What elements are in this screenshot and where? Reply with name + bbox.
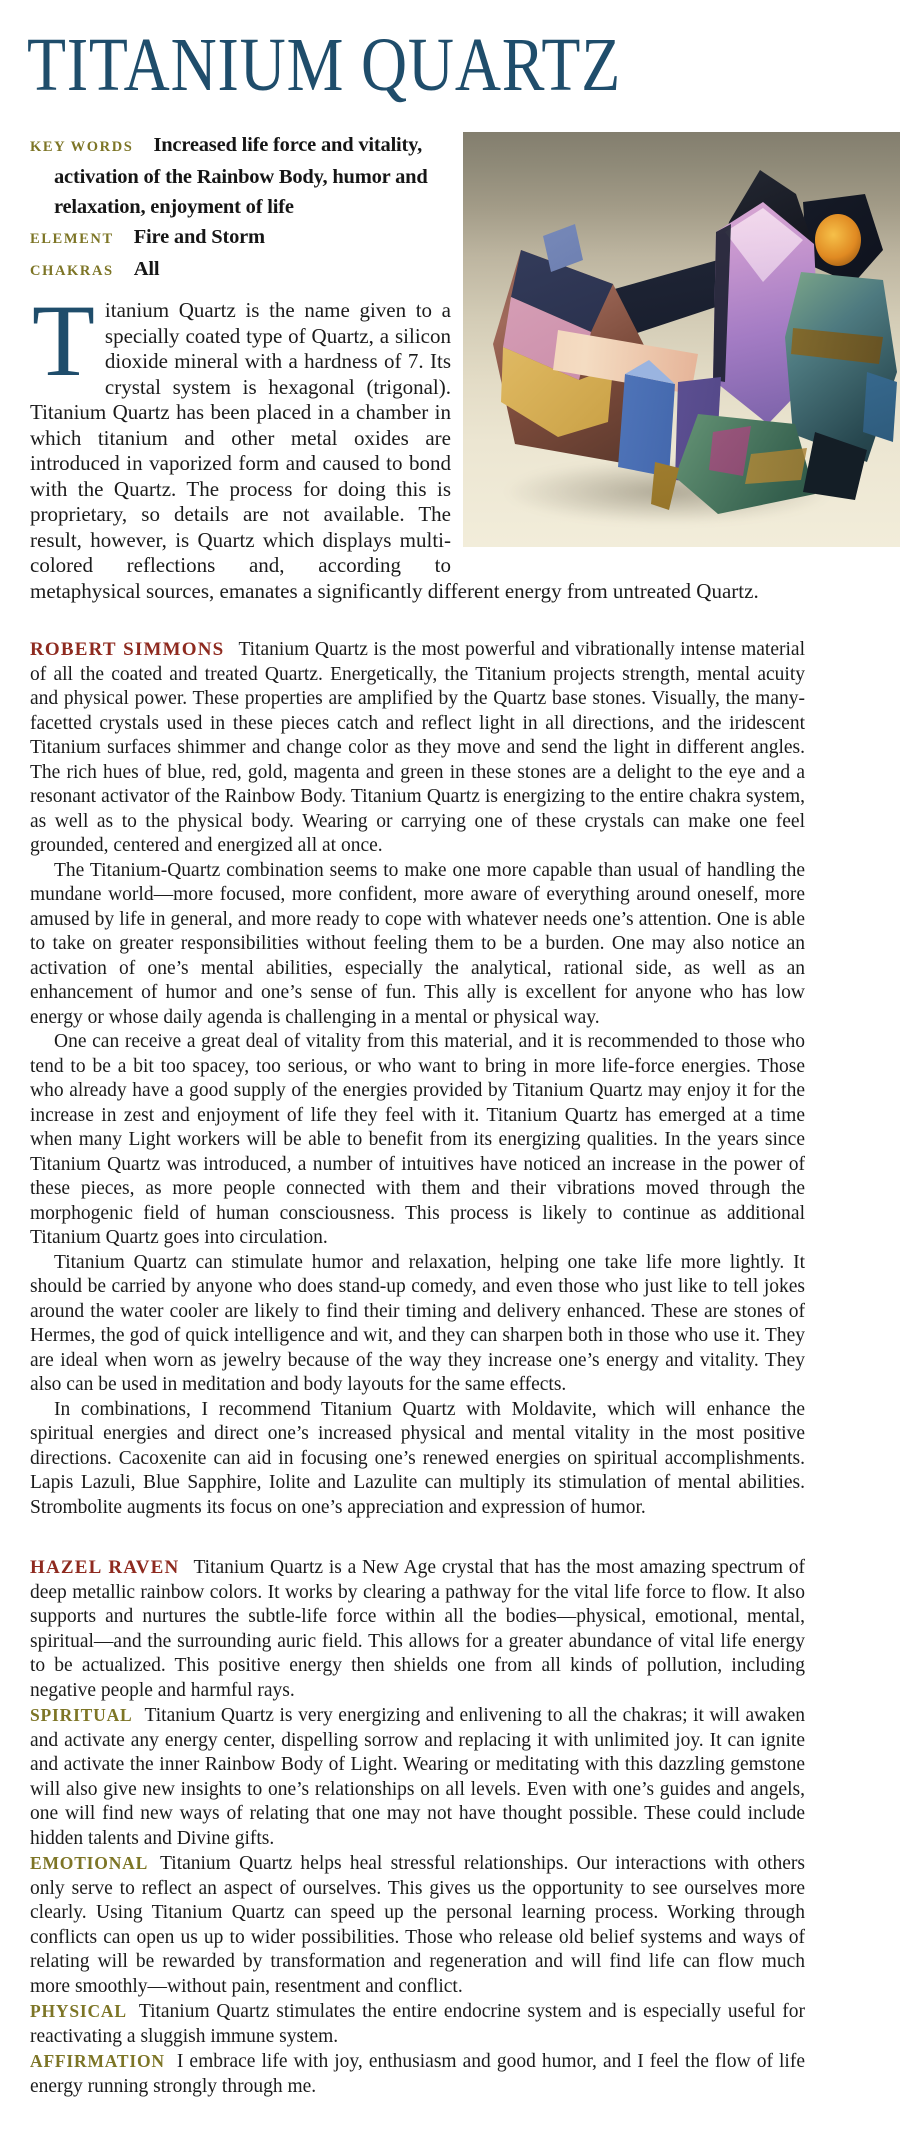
physical-paragraph [30, 1999, 805, 2049]
top-section [30, 130, 900, 604]
element-label: ELEMENT [30, 231, 114, 247]
key-words-value: Increased life force and vitality, activation of the Rainbow Body, humor and relaxation, enjoyment of life [54, 134, 428, 218]
affirmation-paragraph [30, 2049, 805, 2099]
physical-text: Titanium Quartz stimulates the entire endocrine system and is especially useful for reactivating a sluggish immune system. [30, 2001, 805, 2047]
hazel-raven-paragraph [30, 1556, 805, 1703]
hazel-raven-text: Titanium Quartz is a New Age crystal that has the most amazing spectrum of deep metallic rainbow colors. It works by clearing a pathway for the vital life force to flow. It also supports and nurtures the subtle-life force within all the bodies—physical, emotional, mental, spiritual—and the surrounding auric field. This allows for a greater abundance of vital life energy to be actualized. This positive energy then shields one from all kinds of pollution, including negative people and harmful rays. [30, 1557, 805, 1701]
page-title: TITANIUM QUARTZ [27, 23, 622, 107]
titanium-quartz-photo [463, 132, 900, 547]
hazel-raven-label: HAZEL RAVEN [30, 1557, 180, 1578]
crystal-orange-nub [815, 214, 861, 266]
hazel-raven-section [30, 1556, 805, 2099]
robert-simmons-section [30, 638, 805, 1520]
intro-text: itanium Quartz is the name given to a specially coated type of Quartz, a silicon dioxide mineral with a hardness of 7. Its crystal system is hexagonal (trigonal). Titanium Quartz has been placed in a chamber in which titanium and other metal oxides are introduced in vaporized form and caused to bond with the Quartz. The process for doing this is proprietary, so details are not available. The result, however, is Quartz which displays multi-colored reflections and, according to metaphysical sources, emanates a significantly different energy from untreated Quartz. [30, 298, 759, 603]
emotional-paragraph [30, 1851, 805, 1999]
emotional-text: Titanium Quartz helps heal stressful relationships. Our interactions with others only serve to reflect an aspect of ourselves. This gives us the opportunity to see ourselves more clearly. Using Titanium Quartz can speed up the personal learning process. Working through conflicts can open us up to wider possibilities. Those who release old belief systems and ways of relating will be rewarded by transformation and regeneration and will find life can flow much more smoothly—without pain, resentment and conflict. [30, 1853, 805, 1997]
robert-simmons-label: ROBERT SIMMONS [30, 639, 225, 660]
spiritual-label: SPIRITUAL [30, 1705, 133, 1725]
spiritual-text: Titanium Quartz is very energizing and enlivening to all the chakras; it will awaken and activate any energy center, dispelling sorrow and replacing it with unlimited joy. It can ignite and activate the inner Rainbow Body of Light. Wearing or meditating with this dazzling gemstone will also give new insights to one’s relationships on all levels. Even with one’s guides and angels, one will find new ways of relating that one may not have thought possible. These could include hidden talents and Divine gifts. [30, 1705, 805, 1849]
spiritual-paragraph [30, 1703, 805, 1851]
robert-simmons-paragraph: One can receive a great deal of vitality from this material, and it is recommended to those who tend to be a bit too spacey, too serious, or who want to bring in more life-force energies. Those who already have a good supply of the energies provided by Titanium Quartz may enjoy it for the increase in zest and enjoyment of life they feel with it. Titanium Quartz has emerged at a time when many Light workers will be able to benefit from its energizing qualities. In the years since Titanium Quartz was introduced, a number of intuitives have noticed an increase in the power of these pieces, as more people connected with them and their vibrations moved through the morphogenic field of human consciousness. This process is likely to continue as additional Titanium Quartz goes into circulation. [30, 1031, 805, 1248]
affirmation-text: I embrace life with joy, enthusiasm and good humor, and I feel the flow of life energy running strongly through me. [30, 2051, 805, 2097]
key-words-label: KEY WORDS [30, 139, 134, 155]
robert-simmons-paragraph: Titanium Quartz can stimulate humor and relaxation, helping one take life more lightly. It should be carried by anyone who does stand-up comedy, and even those who just like to tell jokes around the water cooler are likely to find their timing and delivery enhanced. These are stones of Hermes, the god of quick intelligence and wit, and they can sharpen both in those who use it. They are ideal when worn as jewelry because of the way they increase one’s energy and vitality. They also can be used in meditation and body layouts for the same effects. [30, 1251, 805, 1395]
robert-simmons-paragraph: The Titanium-Quartz combination seems to make one more capable than usual of handling the mundane world—more focused, more confident, more aware of everything around oneself, more amused by life in general, and more ready to cope with whatever needs one’s attention. One is able to take on greater responsibilities without feeling them to be a burden. One may also notice an activation of one’s mental abilities, especially the analytical, rational side, as well as an enhancement of humor and one’s sense of fun. This ally is excellent for anyone who has low energy or whose daily agenda is challenging in a mental or physical way. [30, 859, 805, 1028]
chakras-value: All [133, 258, 160, 280]
robert-simmons-paragraph: In combinations, I recommend Titanium Quartz with Moldavite, which will enhance the spiritual energies and direct one’s increased physical and mental vitality in the most positive directions. Cacoxenite can aid in focusing one’s renewed energies on spiritual accomplishments. Lapis Lazuli, Blue Sapphire, Iolite and Lazulite can multiply its stimulation of mental abilities. Strombolite augments its focus on one’s appreciation and expression of humor. [30, 1398, 805, 1518]
robert-simmons-paragraph [30, 638, 805, 859]
element-value: Fire and Storm [133, 226, 265, 248]
physical-label: PHYSICAL [30, 2001, 127, 2021]
affirmation-label: AFFIRMATION [30, 2051, 165, 2071]
drop-cap: T [32, 284, 95, 398]
chakras-label: CHAKRAS [30, 263, 114, 279]
emotional-label: EMOTIONAL [30, 1853, 149, 1873]
robert-simmons-text: Titanium Quartz is the most powerful and vibrationally intense material of all the coated and treated Quartz. Energetically, the Titanium projects strength, mental acuity and physical power. These properties are amplified by the Quartz base stones. Visually, the many-facetted crystals used in these pieces catch and reflect light in all directions, and the iridescent Titanium surfaces shimmer and change color as they move and send the light in different angles. The rich hues of blue, red, gold, magenta and green in these stones are a delight to the eye and a resonant activator of the Rainbow Body. Titanium Quartz is energizing to the entire chakra system, as well as to the physical body. Wearing or carrying one of these crystals can make one feel grounded, centered and energized all at once. [30, 639, 805, 856]
